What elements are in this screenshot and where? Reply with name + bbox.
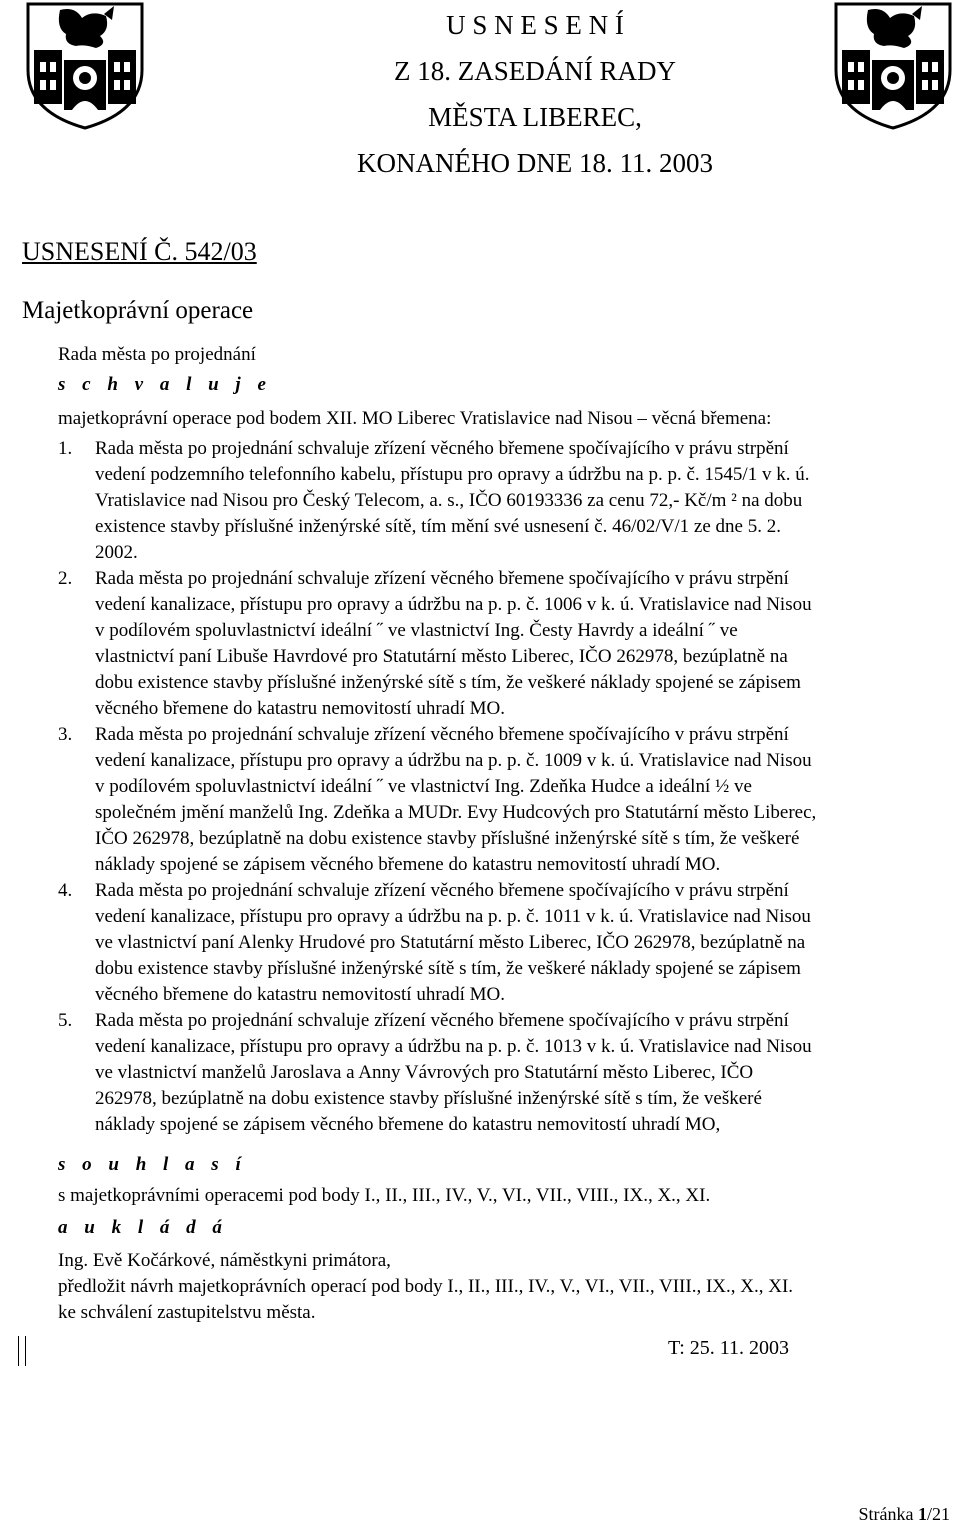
list-item (58, 566, 958, 722)
approves-heading: s c h v a l u j e (58, 374, 272, 395)
agrees-text: s majetkoprávními operacemi pod body I., II., III., IV., V., VI., VII., VIII., IX., X., XI. (58, 1185, 711, 1206)
page-total: /21 (926, 1504, 950, 1524)
item-number: 1. (58, 438, 73, 459)
list-item (58, 436, 958, 566)
item-number: 4. (58, 880, 73, 901)
header-line-4: KONANÉHO DNE 18. 11. 2003 (357, 148, 713, 178)
resolution-subject: Majetkoprávní operace (22, 297, 254, 324)
change-bar-marker (18, 1336, 26, 1366)
page-current: 1 (917, 1504, 927, 1524)
liberec-coat-of-arms-icon (20, 0, 150, 130)
item-number: 3. (58, 724, 73, 745)
item-text: Rada města po projednání schvaluje zřízení věcného břemene spočívajícího v právu strpění vedení kanalizace, přístupu pro opravy a údržbu na p. p. č. 1011 v k. ú. Vratislavice nad Nisou ve vlastnictví paní Alenky Hrudové pro Statutární město Liberec, IČO 262978, bezúplatně na dobu existence stavby příslušné inženýrské sítě s tím, že veškeré náklady spojené se zápisem věcného břemene do katastru nemovitostí uhradí MO. (95, 880, 811, 1005)
agrees-heading: s o u h l a s í (58, 1154, 247, 1175)
item-text: Rada města po projednání schvaluje zřízení věcného břemene spočívajícího v právu strpění vedení kanalizace, přístupu pro opravy a údržbu na p. p. č. 1006 v k. ú. Vratislavice nad Nisou v podílovém spoluvlastnictví ideální ˝ ve vlastnictví Ing. Česty Havrdy a ideální ˝ ve vlastnictví paní Libuše Havrdové pro Statutární město Liberec, IČO 262978, bezúplatně na dobu existence stavby příslušné inženýrské sítě s tím, že veškeré náklady spojené se zápisem věcného břemene do katastru nemovitostí uhradí MO. (95, 568, 812, 719)
header-line-3: MĚSTA LIBEREC, (428, 102, 642, 132)
orders-line-2: předložit návrh majetkoprávních operací pod body I., II., III., IV., V., VI., VII., VIII., IX., X., XI. (58, 1276, 794, 1297)
item-text: Rada města po projednání schvaluje zřízení věcného břemene spočívajícího v právu strpění vedení kanalizace, přístupu pro opravy a údržbu na p. p. č. 1009 v k. ú. Vratislavice nad Nisou v podílovém spoluvlastnictví ideální ˝ ve vlastnictví Ing. Zdeňka Hudce a ideální ½ ve společném jmění manželů Ing. Zdeňka a MUDr. Evy Hudcových pro Statutární město Liberec, IČO 262978, bezúplatně na dobu existence stavby příslušné inženýrské sítě s tím, že veškeré náklady spojené se zápisem věcného břemene do katastru nemovitostí uhradí MO. (95, 724, 817, 875)
scope-text: majetkoprávní operace pod bodem XII. MO Liberec Vratislavice nad Nisou – věcná břemena: (58, 408, 772, 429)
page-footer (859, 1504, 951, 1525)
orders-heading: a u k l á d á (58, 1217, 228, 1238)
item-number: 5. (58, 1010, 73, 1031)
document-header (250, 2, 820, 186)
header-line-2: Z 18. ZASEDÁNÍ RADY (394, 56, 676, 86)
list-item (58, 878, 958, 1008)
list-item (58, 722, 958, 878)
liberec-coat-of-arms-icon (828, 0, 958, 130)
deadline: T: 25. 11. 2003 (668, 1337, 790, 1359)
intro-text: Rada města po projednání (58, 344, 256, 365)
item-number: 2. (58, 568, 73, 589)
item-text: Rada města po projednání schvaluje zřízení věcného břemene spočívajícího v právu strpění vedení kanalizace, přístupu pro opravy a údržbu na p. p. č. 1013 v k. ú. Vratislavice nad Nisou ve vlastnictví manželů Jaroslava a Anny Vávrových pro Statutární město Liberec, IČO 262978, bezúplatně na dobu existence stavby příslušné inženýrské sítě s tím, že veškeré náklady spojené se zápisem věcného břemene do katastru nemovitostí uhradí MO, (95, 1010, 812, 1135)
items-list (58, 436, 958, 1138)
item-text: Rada města po projednání schvaluje zřízení věcného břemene spočívajícího v právu strpění vedení podzemního telefonního kabelu, přístupu pro opravy a údržbu na p. p. č. 1545/1 v k. ú. Vratislavice nad Nisou pro Český Telecom, a. s., IČO 60193336 za cenu 72,- Kč/m ² na dobu existence stavby příslušné inženýrské sítě, tím mění své usnesení č. 46/02/V/1 ze dne 5. 2. 2002. (95, 438, 810, 563)
header-line-1: U S N E S E N Í (446, 10, 624, 40)
list-item (58, 1008, 958, 1138)
orders-line-1: Ing. Evě Kočárkové, náměstkyni primátora, (58, 1250, 391, 1271)
page-label: Stránka (858, 1504, 918, 1524)
orders-line-3: ke schválení zastupitelstvu města. (58, 1302, 316, 1323)
resolution-number: USNESENÍ Č. 542/03 (22, 237, 257, 266)
